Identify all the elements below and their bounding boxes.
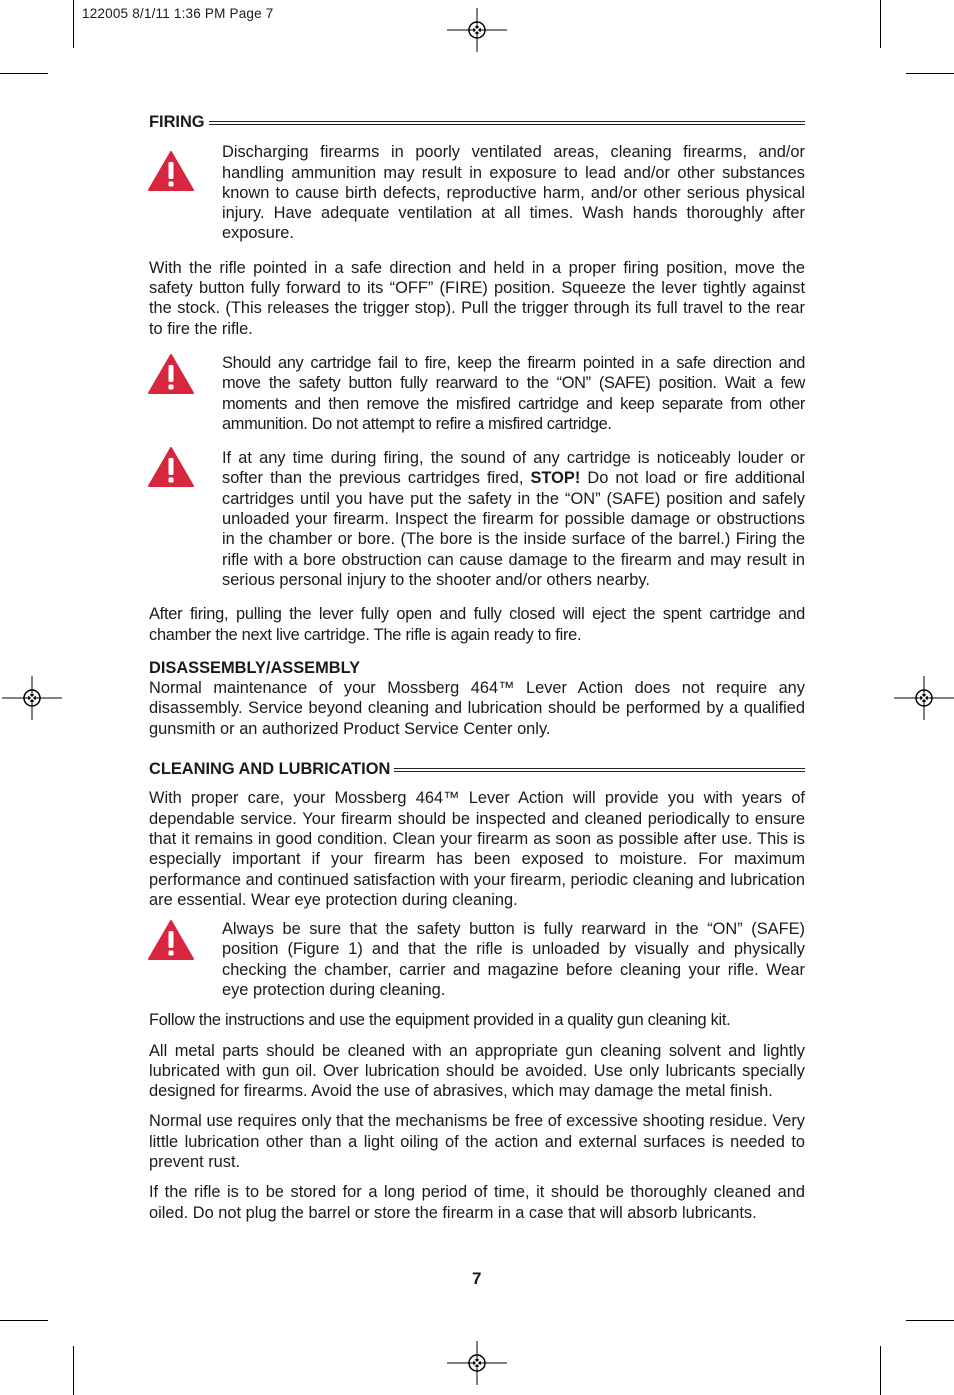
warning-text: Always be sure that the safety button is fully rearward in the “ON” (SAFE) position (Figure 1) and that the rifle is unloaded by visually and physically checking the chamber, carrier and magazine before cleaning your rifle. Wear eye protection during cleaning. [222,920,805,999]
heading-text: CLEANING AND LUBRICATION [149,760,391,779]
page-number: 7 [472,1269,482,1288]
section-heading-disassembly: DISASSEMBLY/ASSEMBLY [149,658,361,677]
warning-block [149,448,805,590]
paragraph: If the rifle is to be stored for a long period of time, it should be thoroughly cleaned and oiled. Do not plug the barrel or store the firearm in a case that will absorb lubricants. [149,1183,805,1222]
crop-mark [0,1320,48,1321]
warning-triangle-icon [147,353,195,395]
section-heading-cleaning [149,759,805,779]
crop-mark [906,1320,954,1321]
paragraph: Normal use requires only that the mechanisms be free of excessive shooting residue. Very little lubrication other than a light oiling of the action and external surfaces is needed to prevent rust. [149,1112,805,1172]
section-heading-firing [149,112,805,132]
paragraph: With the rifle pointed in a safe direction and held in a proper firing position, move the safety button fully forward to its “OFF” (FIRE) position. Squeeze the lever tightly against the stock. (This releases the trigger stop). Pull the trigger through its full travel to the rear to fire the rifle. [149,258,805,338]
stop-emphasis: STOP! [530,469,581,488]
heading-text: FIRING [149,113,205,131]
warning-text [222,448,805,590]
registration-mark-icon [894,668,954,728]
warning-text-part: If at any time during firing, the sound of any cartridge is noticeably louder or softer than the previous cartridges fired, [222,449,805,488]
warning-text-part: Do not load or fire additional cartridges until you have put the safety in the “ON” (SAFE) position and safely unloaded your firearm. Inspect the firearm for possible damage or obstructions in the chamber or bore. (The bore is the inside surface of the barrel.) Firing the rifle with a bore obstruction can cause damage to the firearm and may result in serious personal injury to the shooter and/or others nearby. [222,469,805,589]
registration-mark-icon [447,1333,507,1393]
registration-mark-icon [447,0,507,60]
warning-text: Should any cartridge fail to fire, keep the firearm pointed in a safe direction and move the safety button fully rearward to the “ON” (SAFE) position. Wait a few moments and then remove the misfired cartridge and keep separate from other ammunition. Do not attempt to refire a misfired cartridge. [222,353,805,433]
paragraph: After firing, pulling the lever fully open and fully closed will eject the spent cartridge and chamber the next live cartridge. The rifle is again ready to fire. [149,605,805,644]
warning-block [149,142,805,243]
warning-block [149,353,805,434]
warning-triangle-icon [147,150,195,192]
printer-slug: 122005 8/1/11 1:36 PM Page 7 [82,6,274,21]
warning-triangle-icon [147,919,195,961]
crop-mark [906,73,954,74]
heading-rule [394,768,805,772]
crop-mark [880,0,881,48]
paragraph: All metal parts should be cleaned with an appropriate gun cleaning solvent and lightly lubricated with gun oil. Over lubrication should be avoided. Use only lubricants specially designed for firearms. Avoid the use of abrasives, which may damage the metal finish. [149,1041,805,1101]
heading-rule [209,121,805,125]
warning-triangle-icon [147,446,195,488]
registration-mark-icon [2,668,62,728]
paragraph: With proper care, your Mossberg 464™ Lever Action will provide you with years of dependable service. Your firearm should be inspected and cleaned periodically to ensure that it remains in good condition. Clean your firearm as soon as possible after use. This is especially important if your firearm has been exposed to moisture. For maximum performance and continued satisfaction with your firearm, periodic cleaning and lubrication are essential. Wear eye protection during cleaning. [149,789,805,909]
warning-block [149,919,805,1000]
crop-mark [880,1346,881,1395]
crop-mark [73,0,74,48]
page-content [149,112,805,1223]
crop-mark [73,1346,74,1395]
paragraph: Normal maintenance of your Mossberg 464™ Lever Action does not require any disassembly. Service beyond cleaning and lubrication should be performed by a qualified gunsmith or an authorized Product Service Center only. [149,679,805,738]
crop-mark [0,73,48,74]
warning-text: Discharging firearms in poorly ventilated areas, cleaning firearms, and/or handling ammunition may result in exposure to lead and/or other substances known to cause birth defects, reproductive harm, and/or other serious physical injury. Have adequate ventilation at all times. Wash hands thoroughly after exposure. [222,143,805,243]
paragraph: Follow the instructions and use the equipment provided in a quality gun cleaning kit. [149,1011,731,1030]
